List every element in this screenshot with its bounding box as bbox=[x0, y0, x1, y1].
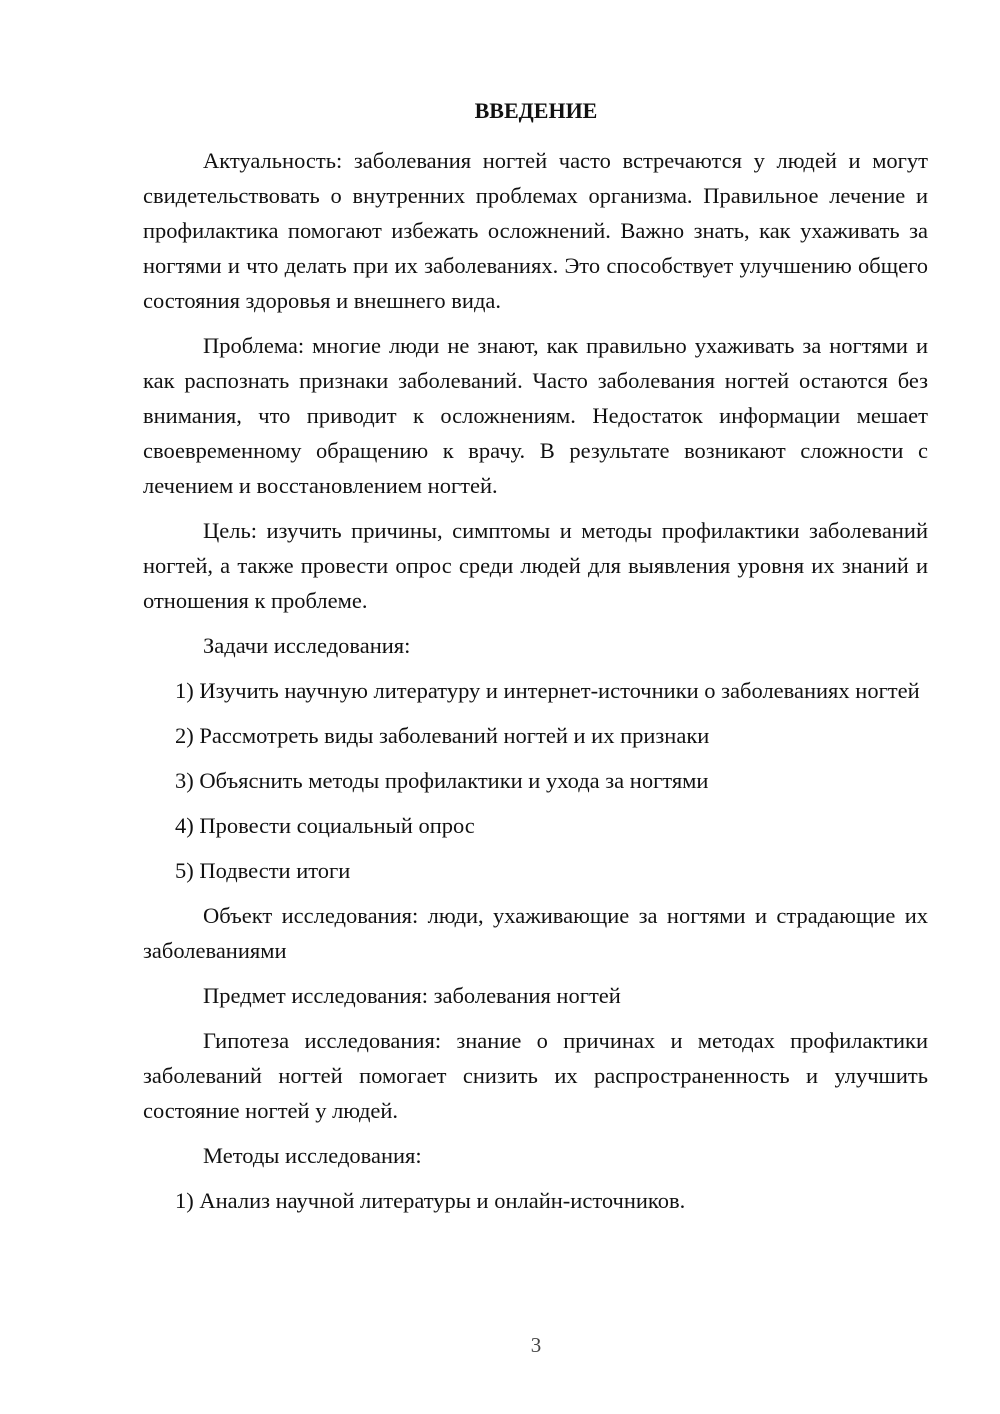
task-item-1: 1) Изучить научную литературу и интернет-источники о заболеваниях ногтей bbox=[175, 678, 920, 703]
method-item-1: 1) Анализ научной литературы и онлайн-источников. bbox=[175, 1188, 686, 1213]
methods-heading: Методы исследования: bbox=[203, 1143, 422, 1168]
tasks-heading: Задачи исследования: bbox=[203, 633, 411, 658]
object-paragraph: Объект исследования: люди, ухаживающие за ногтями и страдающие их заболеваниями bbox=[143, 903, 928, 963]
relevance-paragraph: Актуальность: заболевания ногтей часто встречаются у людей и могут свидетельствовать о внутренних проблемах организма. Правильное лечение и профилактика помогают избежать осложнений. Важно знать, как ухаживать за ногтями и что делать при их заболеваниях. Это способствует улучшению общего состояния здоровья и внешнего вида. bbox=[143, 148, 928, 313]
goal-paragraph: Цель: изучить причины, симптомы и методы профилактики заболеваний ногтей, а также провести опрос среди людей для выявления уровня их знаний и отношения к проблеме. bbox=[143, 518, 928, 613]
subject-paragraph: Предмет исследования: заболевания ногтей bbox=[203, 983, 621, 1008]
task-item-4: 4) Провести социальный опрос bbox=[175, 813, 475, 838]
hypothesis-paragraph: Гипотеза исследования: знание о причинах и методах профилактики заболеваний ногтей помогает снизить их распространенность и улучшить состояние ногтей у людей. bbox=[143, 1028, 928, 1123]
problem-paragraph: Проблема: многие люди не знают, как правильно ухаживать за ногтями и как распознать признаки заболеваний. Часто заболевания ногтей остаются без внимания, что приводит к осложнениям. Недостаток информации мешает своевременному обращению к врачу. В результате возникают сложности с лечением и восстановлением ногтей. bbox=[143, 333, 928, 498]
task-item-5: 5) Подвести итоги bbox=[175, 858, 351, 883]
page-number: 3 bbox=[530, 1333, 542, 1357]
task-item-2: 2) Рассмотреть виды заболеваний ногтей и их признаки bbox=[175, 723, 710, 748]
page-title: ВВЕДЕНИЕ bbox=[474, 98, 598, 123]
task-item-3: 3) Объяснить методы профилактики и ухода за ногтями bbox=[175, 768, 709, 793]
document-body bbox=[143, 143, 928, 1218]
